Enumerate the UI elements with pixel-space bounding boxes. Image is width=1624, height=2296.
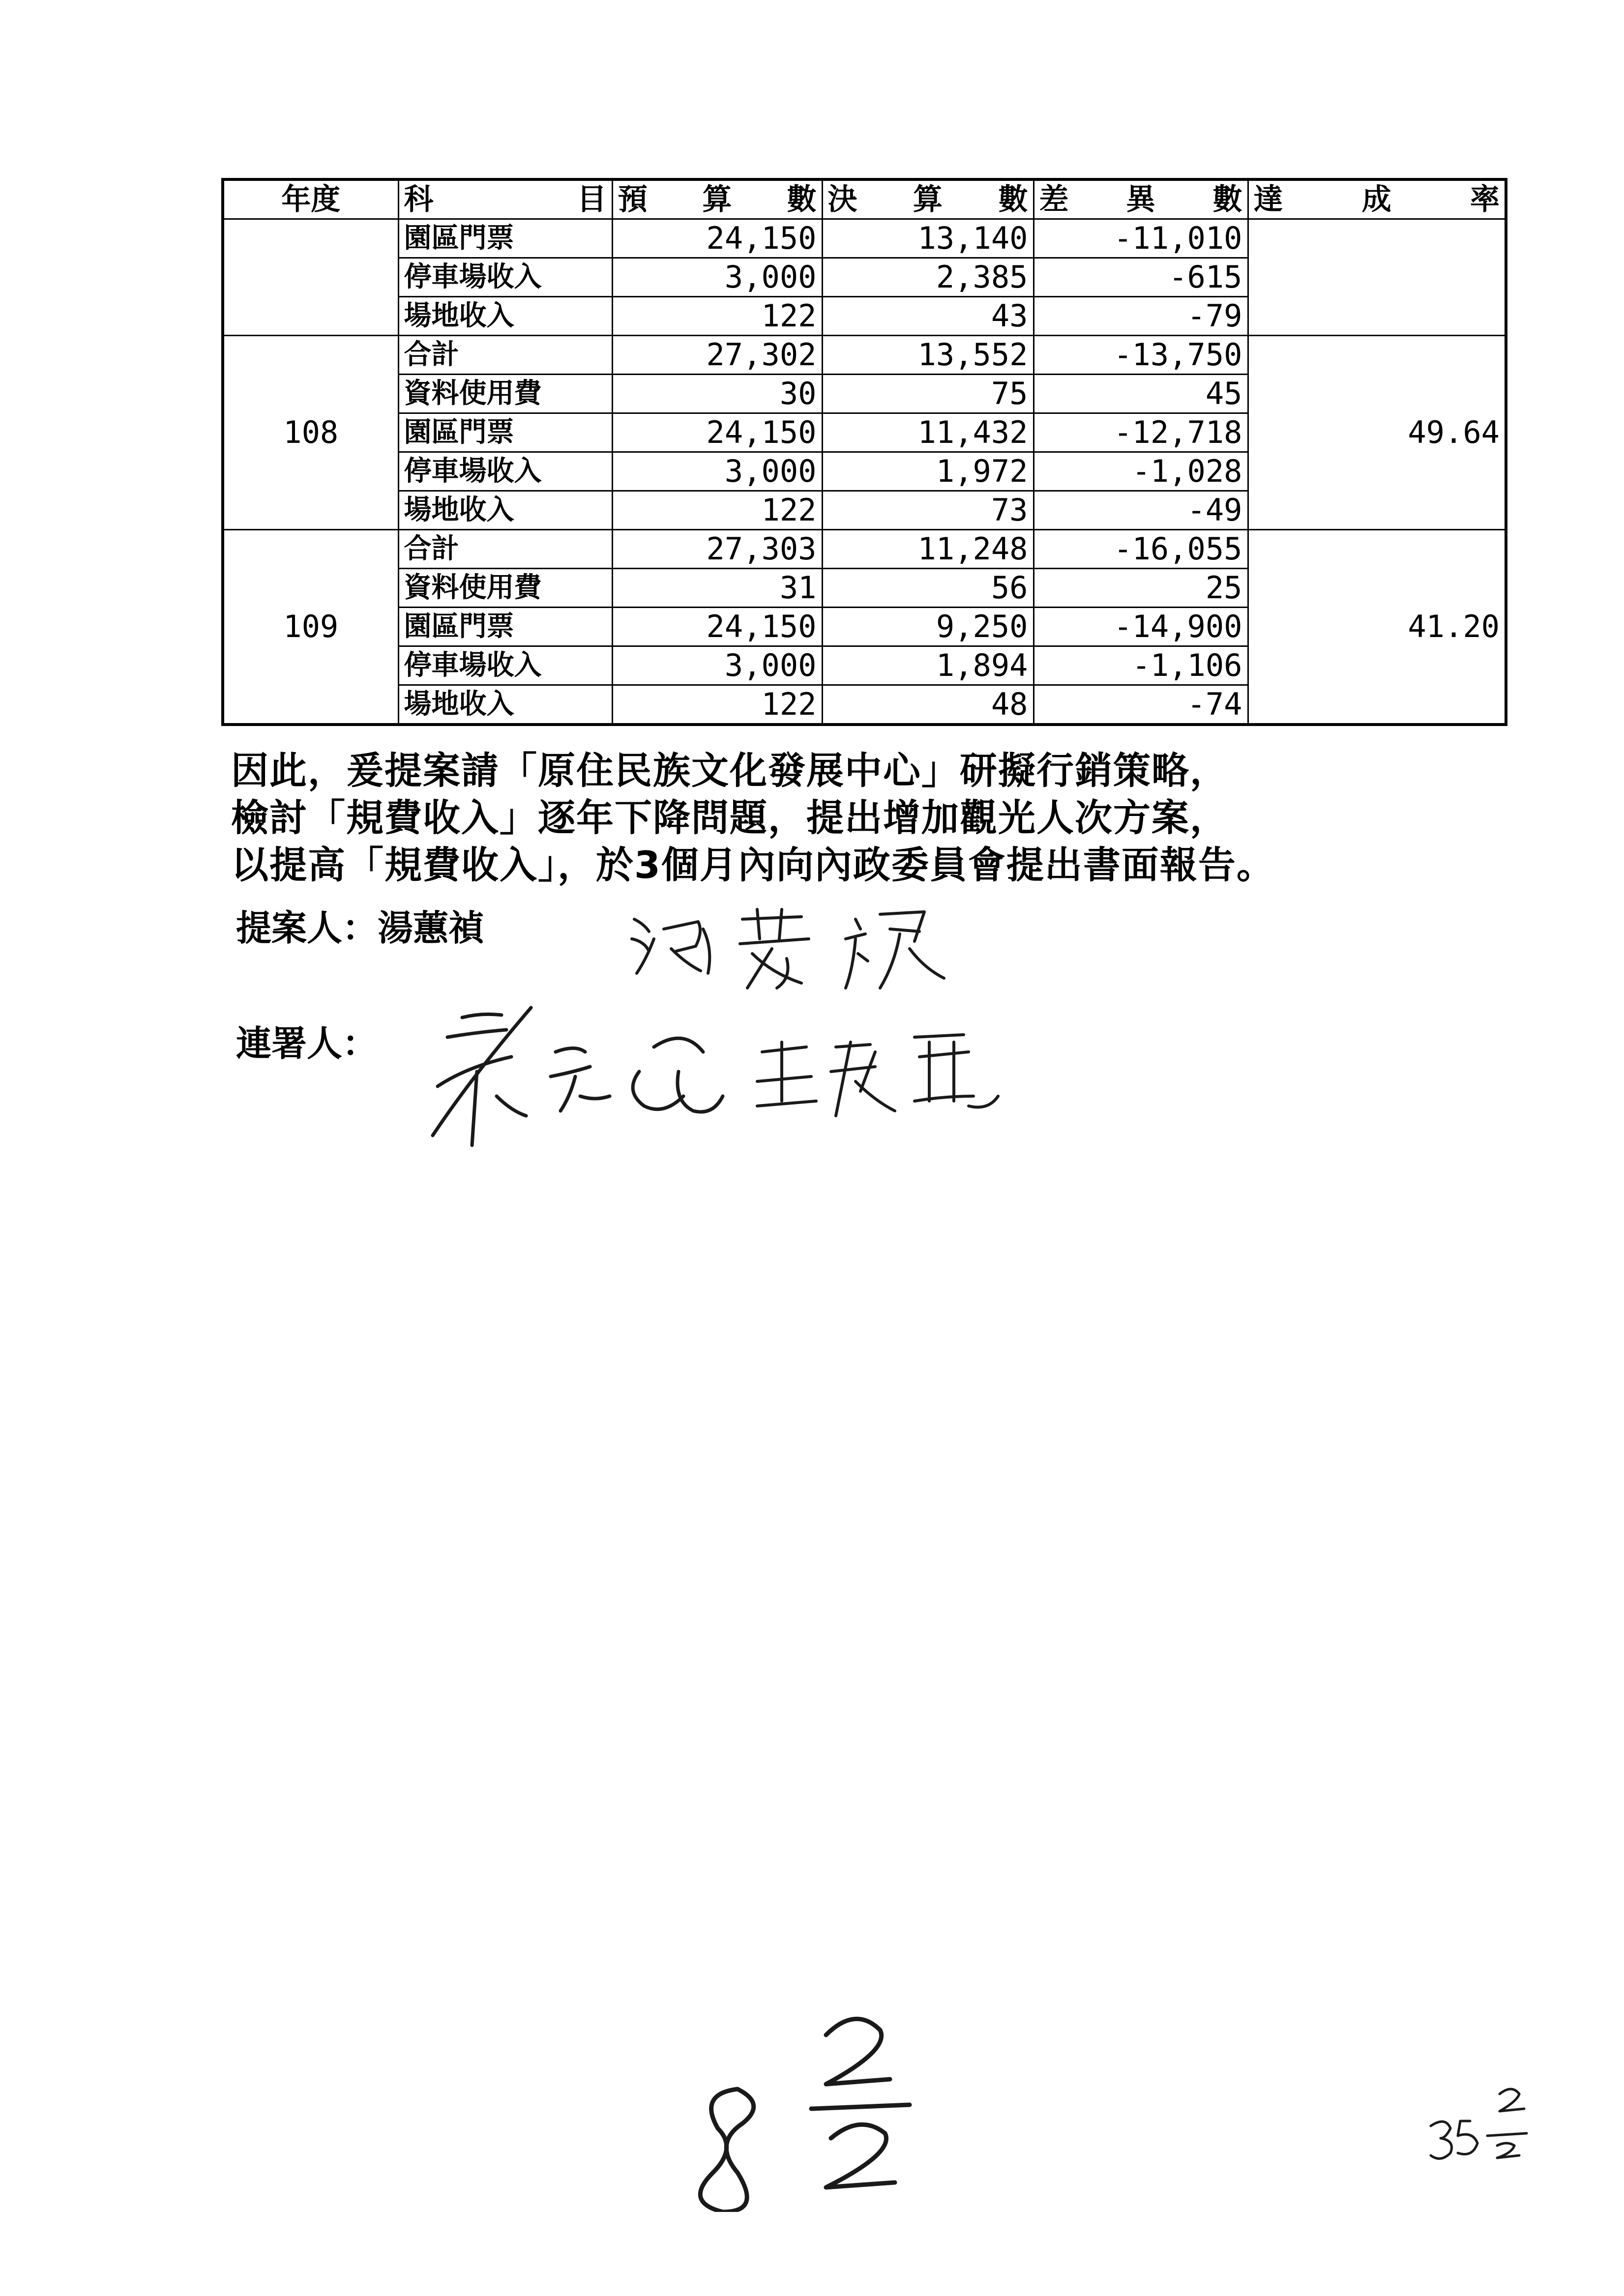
budget-cell: 3,000: [612, 452, 822, 491]
item-cell: 停車場收入: [398, 646, 612, 685]
table-row: [223, 219, 1506, 258]
header-budget-char: 預: [618, 182, 648, 217]
header-item-char: 目: [577, 182, 607, 217]
diff-cell: -16,055: [1033, 530, 1248, 569]
actual-cell: 56: [822, 569, 1033, 608]
year-cell: 108: [223, 336, 398, 530]
budget-cell: 27,303: [612, 530, 822, 569]
header-item: [398, 179, 612, 219]
diff-cell: -74: [1033, 685, 1248, 725]
item-cell: 場地收入: [398, 491, 612, 530]
rate-cell: [1248, 219, 1506, 336]
budget-cell: 122: [612, 685, 822, 725]
paragraph-line: 因此，爰提案請「原住民族文化發展中心」研擬行銷策略，: [231, 749, 1228, 792]
table-row: [223, 530, 1506, 569]
budget-cell: 122: [612, 491, 822, 530]
table-row: [223, 336, 1506, 375]
diff-cell: 25: [1033, 569, 1248, 608]
header-actual-char: 決: [827, 182, 857, 217]
header-diff-char: 異: [1126, 182, 1155, 217]
actual-cell: 1,972: [822, 452, 1033, 491]
header-rate-char: 達: [1253, 182, 1283, 217]
item-cell: 合計: [398, 530, 612, 569]
diff-cell: -79: [1033, 297, 1248, 336]
year-cell: [223, 219, 398, 336]
item-cell: 停車場收入: [398, 452, 612, 491]
cosigner-signatures: [403, 998, 1092, 1155]
budget-cell: 30: [612, 375, 822, 413]
actual-cell: 75: [822, 375, 1033, 413]
budget-cell: 24,150: [612, 413, 822, 452]
item-cell: 園區門票: [398, 219, 612, 258]
header-budget: [612, 179, 822, 219]
budget-cell: 3,000: [612, 646, 822, 685]
header-budget-char: 數: [787, 182, 817, 217]
actual-cell: 2,385: [822, 258, 1033, 297]
item-cell: 資料使用費: [398, 569, 612, 608]
header-item-char: 科: [404, 182, 434, 217]
rate-cell: 49.64: [1248, 336, 1506, 530]
item-cell: 園區門票: [398, 608, 612, 646]
diff-cell: -1,028: [1033, 452, 1248, 491]
diff-cell: -14,900: [1033, 608, 1248, 646]
header-actual-char: 算: [913, 182, 943, 217]
paragraph-line: 以提高「規費收入」，於3個月內向內政委員會提出書面報告。: [231, 843, 1275, 887]
item-cell: 停車場收入: [398, 258, 612, 297]
budget-table: [221, 178, 1507, 726]
diff-cell: -1,106: [1033, 646, 1248, 685]
page-number-mark: [683, 2005, 939, 2212]
diff-cell: -13,750: [1033, 336, 1248, 375]
item-cell: 資料使用費: [398, 375, 612, 413]
header-rate-char: 成: [1361, 182, 1391, 217]
item-cell: 園區門票: [398, 413, 612, 452]
actual-cell: 13,140: [822, 219, 1033, 258]
actual-cell: 13,552: [822, 336, 1033, 375]
diff-cell: -49: [1033, 491, 1248, 530]
budget-cell: 122: [612, 297, 822, 336]
proposal-paragraph: [231, 747, 1509, 889]
budget-cell: 3,000: [612, 258, 822, 297]
diff-cell: -615: [1033, 258, 1248, 297]
diff-cell: -11,010: [1033, 219, 1248, 258]
actual-cell: 1,894: [822, 646, 1033, 685]
budget-cell: 31: [612, 569, 822, 608]
item-cell: 合計: [398, 336, 612, 375]
header-diff-char: 數: [1212, 182, 1242, 217]
actual-cell: 11,248: [822, 530, 1033, 569]
year-cell: 109: [223, 530, 398, 725]
cosigner-label: 連署人：: [236, 1023, 378, 1064]
diff-cell: 45: [1033, 375, 1248, 413]
header-diff-char: 差: [1039, 182, 1069, 217]
actual-cell: 43: [822, 297, 1033, 336]
diff-cell: -12,718: [1033, 413, 1248, 452]
header-rate-char: 率: [1470, 182, 1500, 217]
header-year: 年度: [223, 179, 398, 219]
paragraph-line: 檢討「規費收入」逐年下降問題，提出增加觀光人次方案，: [231, 796, 1228, 840]
corner-page-mark: [1426, 2074, 1539, 2163]
budget-cell: 24,150: [612, 608, 822, 646]
item-cell: 場地收入: [398, 297, 612, 336]
header-budget-char: 算: [702, 182, 732, 217]
header-actual-char: 數: [998, 182, 1028, 217]
table-header-row: [223, 179, 1506, 219]
actual-cell: 9,250: [822, 608, 1033, 646]
actual-cell: 73: [822, 491, 1033, 530]
budget-cell: 27,302: [612, 336, 822, 375]
item-cell: 場地收入: [398, 685, 612, 725]
proposer-signature: [624, 900, 959, 998]
rate-cell: 41.20: [1248, 530, 1506, 725]
header-diff: [1033, 179, 1248, 219]
proposer-label: 提案人：湯蕙禎: [236, 907, 484, 949]
budget-cell: 24,150: [612, 219, 822, 258]
actual-cell: 48: [822, 685, 1033, 725]
header-actual: [822, 179, 1033, 219]
actual-cell: 11,432: [822, 413, 1033, 452]
header-rate: [1248, 179, 1506, 219]
